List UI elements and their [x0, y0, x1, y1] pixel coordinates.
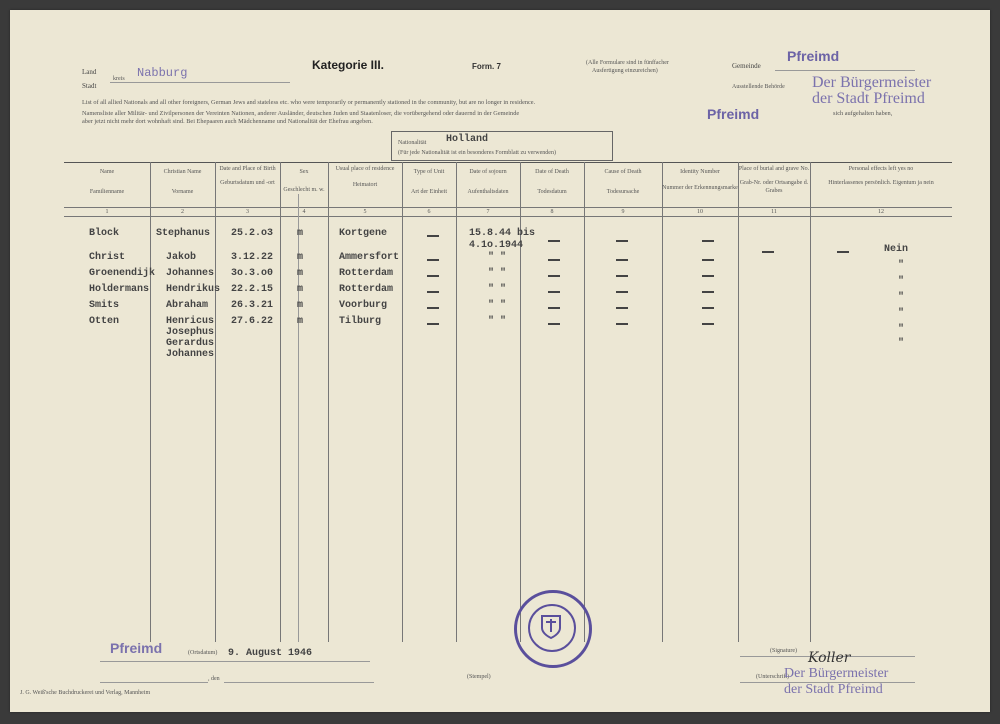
footer-stempel-label: (Stempel): [467, 674, 491, 680]
dash-mark: [548, 259, 560, 261]
col-number-3: 3: [246, 209, 249, 215]
dash-mark: [616, 259, 628, 261]
row-4-name: Holdermans: [89, 284, 150, 295]
dash-mark: [427, 323, 439, 325]
dash-mark: [548, 307, 560, 309]
dash-mark: [702, 259, 714, 261]
row-2-sojourn: " ": [488, 252, 507, 263]
dash-mark: [427, 291, 439, 293]
row-5-birth: 26.3.21: [231, 300, 274, 311]
note-line2: Ausfertigung einzureichen): [592, 68, 658, 74]
col-divider-8: [584, 162, 585, 642]
row-5-first: Abraham: [166, 300, 209, 311]
col-header-3: Date and Place of Birth Geburtsdatum und -ort: [219, 166, 276, 186]
behoerde-stamp-line2: der Stadt Pfreimd: [812, 90, 925, 107]
row-1-first: Stephanus: [156, 228, 211, 239]
row-3-residence: Rotterdam: [339, 268, 394, 279]
footer-den-underline: [224, 682, 374, 683]
row-6-sex: m: [297, 316, 304, 327]
row-2-effects: Nein: [884, 244, 909, 255]
nationality-label: Nationalität: [398, 140, 427, 146]
col-number-6: 6: [427, 209, 431, 215]
seal-crest-icon: [540, 614, 562, 640]
row-3-sex: m: [297, 268, 304, 279]
dash-mark: [616, 291, 628, 293]
footer-date-underline: [100, 661, 370, 662]
footer-signature: Koller: [808, 650, 851, 666]
row-2-birth: 3.12.22: [231, 252, 274, 263]
col-header-12: Personal effects left yes no Hinterlassenes persönlich. Eigentum ja nein: [828, 166, 934, 186]
dash-mark: [548, 291, 560, 293]
kreis-underline: [110, 82, 290, 83]
row-1-birth: 25.2.o3: [231, 228, 274, 239]
dash-mark: [702, 275, 714, 277]
row-2-sex: m: [297, 252, 304, 263]
col-number-7: 7: [486, 209, 490, 215]
row-2-residence: Ammersfort: [339, 252, 400, 263]
row-5-sojourn: " ": [488, 300, 507, 311]
col-number-8: 8: [550, 209, 554, 215]
col-header-6: Type of Unit Art der Einheit: [411, 169, 447, 195]
dash-mark: [616, 307, 628, 309]
intro-english: List of all allied Nationals and all other foreigners, German Jews and stateless etc. who were temporarily or permanently stationed in the community, but are no longer in residence.: [82, 99, 536, 106]
col-header-7: Date of sojourn Aufenthaltsdaten: [467, 169, 509, 195]
col-divider-6: [456, 162, 457, 642]
row-1-sojourn: 15.8.44 bis 4.1o.1944: [469, 228, 536, 251]
gemeinde-stamp: Pfreimd: [787, 48, 840, 64]
row-3-name: Groenendijk: [89, 268, 156, 279]
row-6-effects: ": [898, 308, 905, 319]
col-number-1: 1: [105, 209, 109, 215]
col-header-4: Sex Geschlecht m. w.: [283, 169, 325, 193]
gemeinde-underline: [775, 70, 915, 71]
row-1-sex: m: [297, 228, 304, 239]
footer-signature-label: (Signature): [770, 648, 797, 654]
row-5-sex: m: [297, 300, 304, 311]
col-header-8: Date of Death Todesdatum: [535, 169, 569, 195]
footer-place-stamp: Pfreimd: [110, 640, 163, 656]
dash-mark: [427, 259, 439, 261]
col-header-2: Christian Name Vorname: [163, 169, 202, 195]
row-3-first: Johannes: [166, 268, 215, 279]
row-2-name: Christ: [89, 252, 126, 263]
dash-mark: [616, 275, 628, 277]
row-5-effects: ": [898, 292, 905, 303]
dash-mark: [427, 275, 439, 277]
kreis-value: Nabburg: [137, 66, 188, 80]
col-header-1: Name Familienname: [89, 169, 125, 195]
footer-den-label: , den: [208, 676, 220, 682]
row-4-sojourn: " ": [488, 284, 507, 295]
intro-german-2: aber jetzt nicht mehr dort wohnhaft sind. Bei Ehepaaren auch Mädchenname und Nationalität der Ehefrau angeben.: [82, 118, 373, 125]
row-6-first: Henricus Josephus Gerardus Johannes: [166, 316, 215, 360]
dash-mark: [427, 307, 439, 309]
footer-place-underline: [100, 682, 208, 683]
row-6-residence: Tilburg: [339, 316, 382, 327]
form-sheet: [10, 10, 990, 712]
col-header-9: Cause of Death Todesursache: [604, 169, 642, 195]
row-4-effects: ": [898, 276, 905, 287]
col-divider-9: [662, 162, 663, 642]
table-number-rule: [64, 216, 952, 217]
row-3-birth: 3o.3.o0: [231, 268, 274, 279]
row-3-sojourn: " ": [488, 268, 507, 279]
footer-stamp-line2: der Stadt Pfreimd: [784, 682, 883, 697]
col-number-12: 12: [878, 209, 884, 215]
nationality-note: (Für jede Nationalität ist ein besonderes Formblatt zu verwenden): [398, 150, 556, 156]
row-6-name: Otten: [89, 316, 120, 327]
intro-german-1-end: sich aufgehalten haben,: [833, 110, 893, 117]
table-top-rule: [64, 162, 952, 163]
dash-mark: [548, 275, 560, 277]
row-6-birth: 27.6.22: [231, 316, 274, 327]
row-1-name: Block: [89, 228, 120, 239]
extra-ditto-1: ": [898, 324, 905, 335]
intro-german-1: Namensliste aller Militär- und Zivilpersonen der Vereinten Nationen, anderer Ausländer, deutschen Juden und Staatenloser, die vorübergehend oder dauernd in der Gemeinde: [82, 110, 520, 117]
row-6-sojourn: " ": [488, 316, 507, 327]
form-number: Form. 7: [472, 62, 501, 71]
dash-mark: [702, 323, 714, 325]
footer-stamp-line1: Der Bürgermeister: [784, 666, 889, 681]
nationality-box: [391, 131, 613, 161]
col-header-10: Identity Number Nummer der Erkennungsmarke: [662, 169, 738, 191]
extra-ditto-2: ": [898, 338, 905, 349]
row-5-residence: Voorburg: [339, 300, 388, 311]
intro-stamp: Pfreimd: [707, 106, 760, 122]
note-line1: (Alle Formulare sind in fünffacher: [586, 60, 669, 66]
dash-mark: [548, 323, 560, 325]
footer-date: 9. August 1946: [228, 648, 313, 659]
behoerde-label: Ausstellende Behörde: [732, 84, 785, 90]
col-number-10: 10: [697, 209, 703, 215]
col-divider-11: [810, 162, 811, 642]
dash-mark: [702, 307, 714, 309]
col-number-2: 2: [181, 209, 184, 215]
form-title: Kategorie III.: [312, 58, 385, 72]
row-3-effects: ": [898, 260, 905, 271]
land-label: Land: [82, 68, 97, 76]
dash-mark: [616, 323, 628, 325]
col-divider-3: [280, 162, 281, 642]
col-number-5: 5: [363, 209, 367, 215]
col-number-11: 11: [771, 209, 777, 215]
footer-ort-label: (Ortsdatum): [188, 650, 218, 656]
col-divider-10: [738, 162, 739, 642]
dash-mark: [702, 240, 714, 242]
col-header-11: Place of burial and grave No. Grab-Nr. oder Ortsangabe d. Grabes: [738, 166, 810, 194]
behoerde-stamp-line1: Der Bürgermeister: [812, 74, 932, 91]
dash-mark: [762, 251, 774, 253]
kreis-label: kreis: [113, 76, 125, 82]
col-divider-5: [402, 162, 403, 642]
row-4-birth: 22.2.15: [231, 284, 274, 295]
footer-signed-label: (Unterschrift): [756, 674, 789, 680]
nationality-value: Holland: [446, 134, 489, 145]
row-4-sex: m: [297, 284, 304, 295]
row-4-first: Hendrikus: [166, 284, 221, 295]
col-number-4: 4: [302, 209, 306, 215]
dash-mark: [616, 240, 628, 242]
col-divider-4: [328, 162, 329, 642]
dash-mark: [702, 291, 714, 293]
col-divider-1: [150, 162, 151, 642]
row-2-first: Jakob: [166, 252, 197, 263]
dash-mark: [548, 240, 560, 242]
col-header-5: Usual place of residence Heimatort: [335, 166, 395, 188]
row-1-residence: Kortgene: [339, 228, 388, 239]
row-5-name: Smits: [89, 300, 120, 311]
row-4-residence: Rotterdam: [339, 284, 394, 295]
footer-printer: J. G. Weiß'sche Buchdruckerei und Verlag, Mannheim: [20, 690, 151, 696]
col-divider-2: [215, 162, 216, 642]
stadt-label: Stadt: [82, 82, 97, 90]
gemeinde-label: Gemeinde: [732, 62, 761, 70]
dash-mark: [427, 235, 439, 237]
dash-mark: [837, 251, 849, 253]
col-number-9: 9: [621, 209, 625, 215]
